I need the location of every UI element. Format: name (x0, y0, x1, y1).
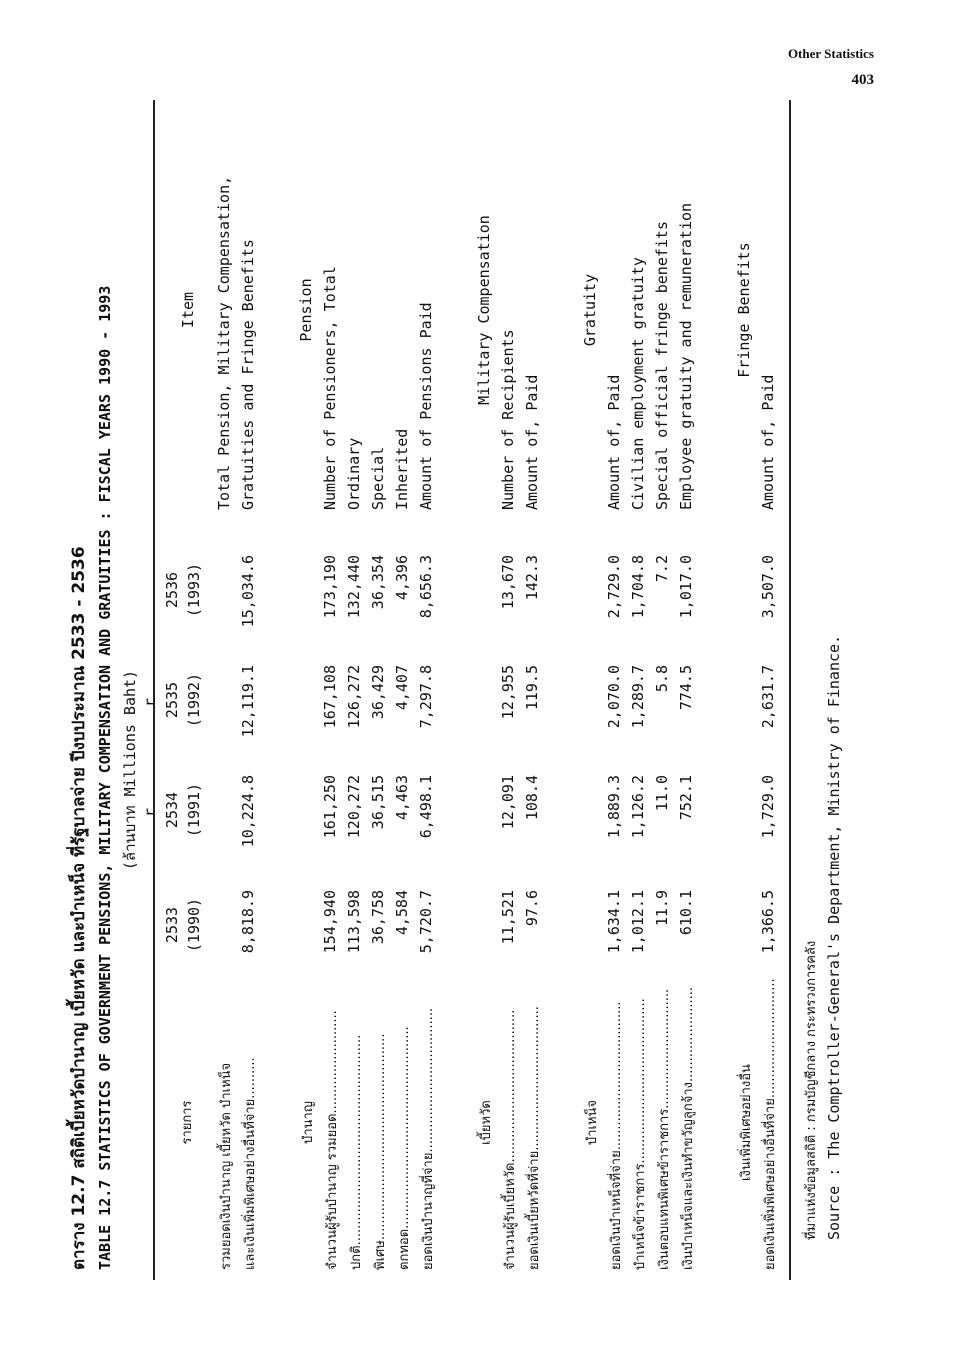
table-row (345, 70, 369, 1300)
row-label-thai: เงินเพิ่มพิเศษอย่างอื่น (739, 1064, 754, 1181)
table-titles (65, 90, 142, 1270)
table-row (523, 70, 547, 1300)
value-cell: 119.5 (523, 665, 541, 711)
row-label-english: Amount of, Paid (523, 374, 541, 510)
row-label-thai: ยอดเงินบำเหน็จที่จ่าย.................................... (609, 1001, 624, 1270)
item-en-header: Item (179, 291, 197, 329)
year-header-1: 2533 (1990) (163, 897, 203, 953)
row-label-english: Gratuity (581, 273, 599, 347)
row-label-thai: พิเศษ.................................................. (373, 1033, 388, 1270)
table-row (653, 70, 677, 1300)
row-label-english: Fringe Benefits (735, 242, 753, 378)
row-label-english: Pension (297, 278, 315, 342)
row-label-english: Civilian employment gratuity (629, 257, 647, 510)
row-label-thai: เบี้ยหวัด (479, 1100, 494, 1145)
section-name: Other Statistics (787, 46, 874, 61)
row-label-thai: ยอดเงินเบี้ยหวัดที่จ่าย................................... (527, 1006, 542, 1270)
value-cell: 97.6 (523, 890, 541, 927)
value-cell: 142.3 (523, 555, 541, 601)
rotated-table (65, 70, 855, 1300)
value-cell: 11.9 (653, 890, 671, 927)
value-cell: 4,396 (393, 555, 411, 601)
value-cell: 5,720.7 (417, 890, 435, 954)
value-cell: 10,224.8 (239, 775, 257, 848)
value-cell: 752.1 (677, 775, 695, 821)
row-label-thai: ยอดเงินบำนาญที่จ่าย................................... (421, 1007, 436, 1270)
value-cell: 161,250 (321, 775, 339, 839)
year-header-2: r 2534 (1991) (141, 782, 203, 838)
revised-mark: r (141, 807, 159, 817)
top-rule (153, 100, 155, 1280)
value-cell: 2,729.0 (605, 555, 623, 619)
table-row (369, 70, 393, 1300)
value-cell: 1,634.1 (605, 890, 623, 954)
value-cell: 167,108 (321, 665, 339, 729)
value-cell: 1,012.1 (629, 890, 647, 954)
value-cell: 8,818.9 (239, 890, 257, 954)
row-label-english: Total Pension, Military Compensation, (215, 175, 233, 510)
value-cell: 12,955 (499, 665, 517, 720)
row-label-english: Inherited (393, 428, 411, 510)
value-cell: 1,126.2 (629, 775, 647, 839)
row-label-thai: ตกทอด................................................. (397, 1026, 412, 1270)
value-cell: 1,889.3 (605, 775, 623, 839)
group-heading-row (475, 70, 499, 1300)
value-cell: 5.8 (653, 665, 671, 693)
table-row (677, 70, 701, 1300)
value-cell: 12,119.1 (239, 665, 257, 738)
value-cell: 1,366.5 (759, 890, 777, 954)
table-row (629, 70, 653, 1300)
row-label-thai: รวมยอดเงินบำนาญ เบี้ยหวัด บำเหน็จ (219, 1062, 234, 1270)
value-cell: 3,507.0 (759, 555, 777, 619)
row-label-thai: เงินบำเหน็จและเงินทำขวัญลูกจ้าง....................... (681, 986, 696, 1270)
revised-mark: r (141, 697, 159, 707)
source-english: Source : The Comptroller-General's Department, Ministry of Finance. (825, 634, 843, 1240)
row-label-english: Ordinary (345, 437, 363, 510)
year-header-3: r 2535 (1992) (141, 672, 203, 728)
row-label-thai: และเงินเพิ่มพิเศษอย่างอื่นที่จ่าย.......... (243, 1057, 258, 1270)
table-row (239, 70, 263, 1300)
value-cell: 36,758 (369, 890, 387, 945)
value-cell: 36,354 (369, 555, 387, 610)
value-cell: 154,940 (321, 890, 339, 954)
bottom-rule (789, 100, 791, 1280)
value-cell: 15,034.6 (239, 555, 257, 628)
row-label-english: Amount of, Paid (605, 374, 623, 510)
table-row (215, 70, 239, 1300)
table-row (499, 70, 523, 1300)
row-label-thai: ยอดเงินเพิ่มพิเศษอย่างอื่นที่จ่าย............................. (763, 978, 778, 1270)
value-cell: 36,429 (369, 665, 387, 720)
row-label-english: Amount of, Paid (759, 374, 777, 510)
value-cell: 4,584 (393, 890, 411, 936)
value-cell: 173,190 (321, 555, 339, 619)
value-cell: 8,656.3 (417, 555, 435, 619)
table-row (759, 70, 783, 1300)
value-cell: 6,498.1 (417, 775, 435, 839)
group-heading-row (735, 70, 759, 1300)
row-label-thai: บำเหน็จ (585, 1099, 600, 1146)
table-row (321, 70, 345, 1300)
year-header-4: 2536 (1993) (163, 562, 203, 618)
title-english: TABLE 12.7 STATISTICS OF GOVERNMENT PENSIONS, MILITARY COMPENSATION AND GRATUITIES : FISCAL YEARS 1990 - 1993 (96, 285, 114, 1270)
row-label-english: Number of Recipients (499, 329, 517, 510)
value-cell: 4,407 (393, 665, 411, 711)
value-cell: 1,704.8 (629, 555, 647, 619)
group-heading-row (297, 70, 321, 1300)
row-label-english: Special official fringe benefits (653, 221, 671, 510)
value-cell: 120,272 (345, 775, 363, 839)
row-label-thai: บำเหน็จข้าราชการ........................................ (633, 998, 648, 1270)
value-cell: 11,521 (499, 890, 517, 945)
value-cell: 1,729.0 (759, 775, 777, 839)
row-label-thai: บำนาญ (301, 1101, 316, 1144)
value-cell: 126,272 (345, 665, 363, 729)
value-cell: 12,091 (499, 775, 517, 830)
value-cell: 4,463 (393, 775, 411, 821)
source-thai: ที่มาแห่งข้อมูลสถิติ : กรมบัญชีกลาง กระทรวงการคลัง (804, 940, 819, 1240)
value-cell: 113,598 (345, 890, 363, 954)
table-row (417, 70, 441, 1300)
value-cell: 2,070.0 (605, 665, 623, 729)
title-thai: ตาราง 12.7 สถิติเบี้ยหวัดบำนาญ เบี้ยหวัด และบำเหน็จ ที่รัฐบาลจ่าย ปีงบประมาณ 2533 - 2536 (69, 546, 89, 1270)
row-label-thai: เงินตอบแทนพิเศษข้าราชการ............................. (657, 988, 672, 1270)
value-cell: 610.1 (677, 890, 695, 936)
item-th-header: รายการ (180, 1100, 195, 1145)
value-cell: 11.0 (653, 775, 671, 812)
value-cell: 36,515 (369, 775, 387, 830)
row-label-english: Number of Pensioners, Total (321, 266, 339, 510)
source-note (800, 635, 843, 1240)
unit-label: (ล้านบาท Millions Baht) (121, 669, 139, 871)
value-cell: 2,631.7 (759, 665, 777, 729)
table-row (393, 70, 417, 1300)
value-cell: 13,670 (499, 555, 517, 610)
value-cell: 108.4 (523, 775, 541, 821)
value-cell: 1,289.7 (629, 665, 647, 729)
value-cell: 774.5 (677, 665, 695, 711)
value-cell: 7,297.8 (417, 665, 435, 729)
row-label-thai: จำนวนผู้รับบำนาญ รวมยอด......................... (325, 1010, 340, 1270)
table-row (605, 70, 629, 1300)
row-label-thai: ปกติ................................................... (349, 1034, 364, 1270)
row-label-english: Gratuities and Fringe Benefits (239, 239, 257, 510)
row-label-thai: จำนวนผู้รับเบี้ยหวัด..................................... (503, 1009, 518, 1270)
value-cell: 132,440 (345, 555, 363, 619)
row-label-english: Employee gratuity and remuneration (677, 202, 695, 510)
group-heading-row (581, 70, 605, 1300)
row-label-english: Military Compensation (475, 215, 493, 405)
row-label-english: Amount of Pensions Paid (417, 302, 435, 510)
row-label-english: Special (369, 446, 387, 510)
page-number: 403 (851, 72, 874, 88)
value-cell: 1,017.0 (677, 555, 695, 619)
value-cell: 7.2 (653, 555, 671, 583)
